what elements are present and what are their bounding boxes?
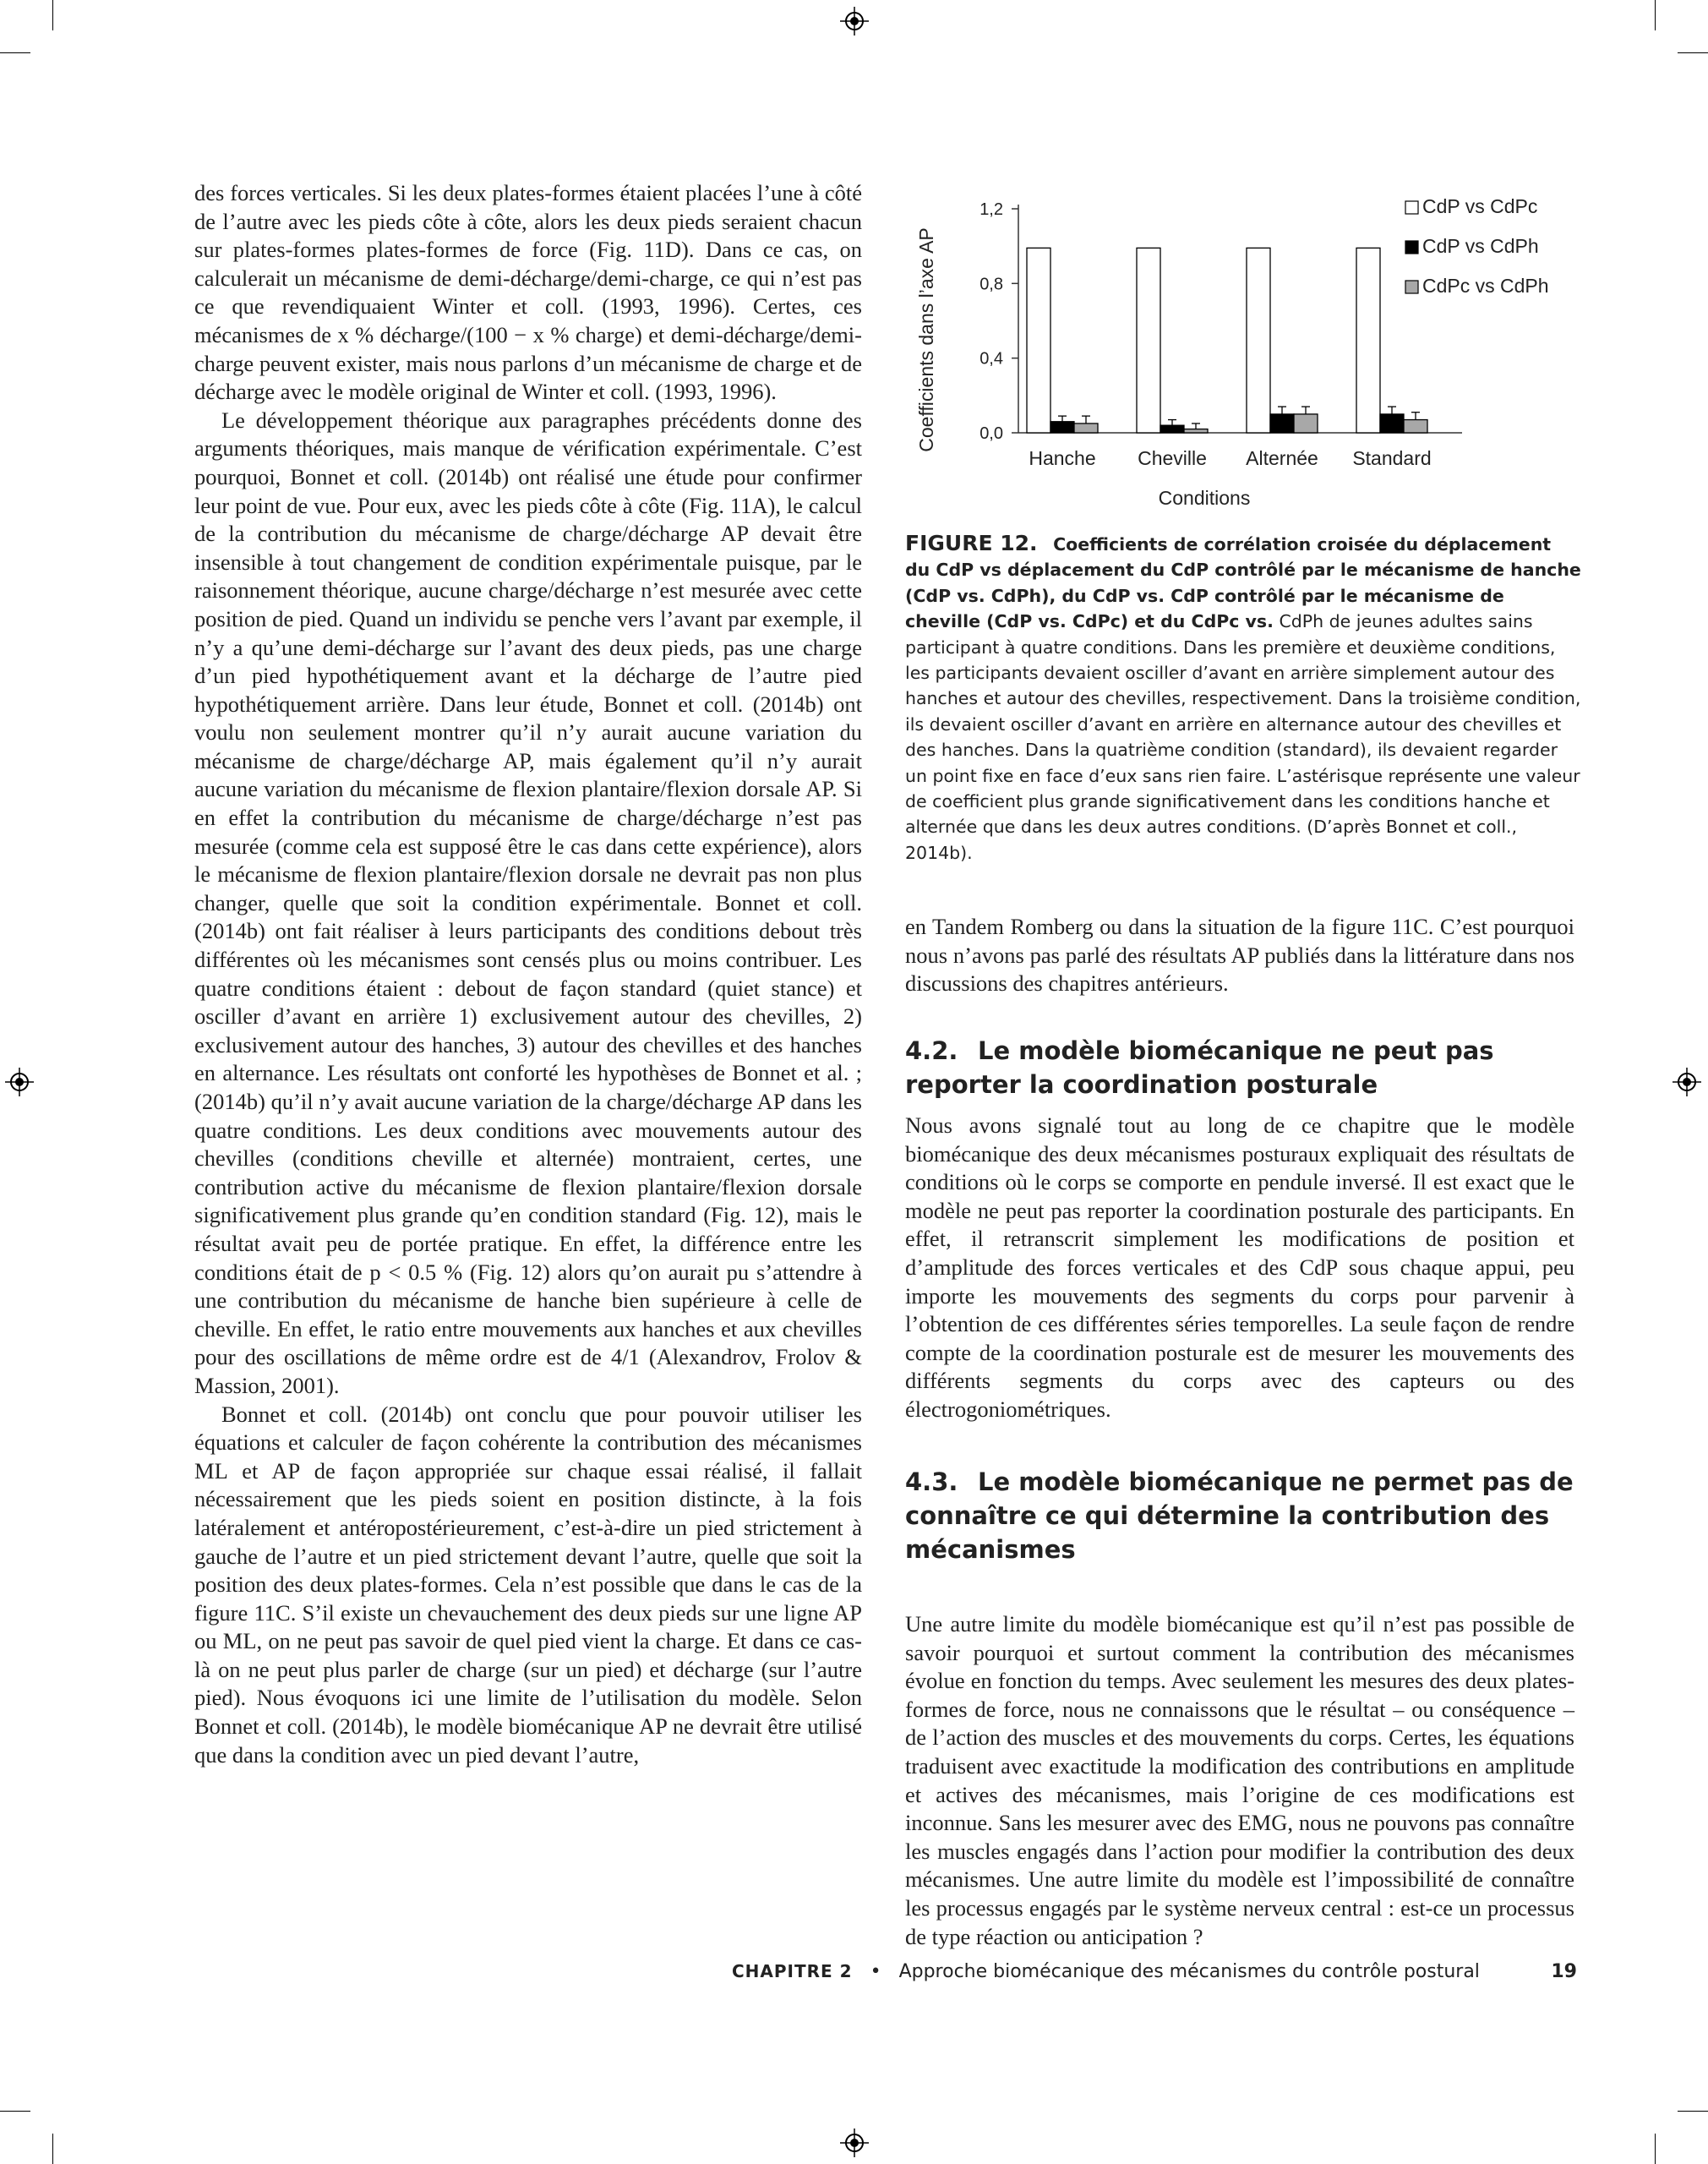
- footer-bullet: •: [870, 1961, 881, 1982]
- x-tick-label: Hanche: [1029, 447, 1096, 469]
- bar: [1380, 414, 1404, 433]
- paragraph: en Tandem Romberg ou dans la situation de la figure 11C. C’est pourquoi nous n’avons pas parlé des résultats AP publiés dans la littérature dans nos discussions des chapitres antérieurs.: [905, 914, 1574, 997]
- figure-label: FIGURE 12.: [905, 531, 1038, 555]
- section-number: 4.3.: [905, 1467, 958, 1496]
- chapter-label: CHAPITRE 2: [732, 1961, 853, 1981]
- x-tick-label: Cheville: [1138, 447, 1207, 469]
- crop-mark: [1678, 2111, 1708, 2112]
- y-tick-label: 0,8: [980, 275, 1003, 294]
- legend-swatch: [1405, 241, 1418, 254]
- section-4-3-body: [905, 1610, 1574, 1951]
- paragraph: Bonnet et coll. (2014b) ont conclu que pour pouvoir utiliser les équations et calculer de façon cohérente la contribution des mécanismes ML et AP de façon appropriée sur chaque essai réalisé, il fallait nécessairement que les pieds soient en position distincte, à la fois latéralement et antéropostérieurement, c’est-à-dire un pied strictement à gauche de l’autre et un pied strictement devant l’autre, quelle que soit la position des deux plates-formes. Cela n’est possible que dans le cas de la figure 11C. S’il existe un chevauchement des deux pieds sur une ligne AP ou ML, on ne peut pas savoir de quel pied vient la charge. Et dans ce cas-là on ne peut plus parler de charge (sur un pied) et décharge (sur l’autre pied). Nous évoquons ici une limite de l’utilisation du modèle. Selon Bonnet et coll. (2014b), le modèle biomécanique AP ne devrait être utilisé que dans la condition avec un pied devant l’autre,: [194, 1401, 862, 1768]
- registration-mark-icon: [840, 7, 869, 36]
- x-axis-title: Conditions: [1158, 487, 1251, 509]
- bar: [1294, 414, 1318, 433]
- x-tick-label: Alternée: [1246, 447, 1318, 469]
- figure-caption-body: CdPh de jeunes adultes sains participant à quatre conditions. Dans les première et deuxième conditions, les participants devaient osciller d’avant en arrière simplement autour des hanches et autour des chevilles, respectivement. Dans la troisième condition, ils devaient osciller d’avant en arrière en alternance autour des chevilles et des hanches. Dans la quatrième condition (standard), ils devaient regarder un point fixe en face d’eux sans rien faire. L’astérisque représente une valeur de coefficient plus grande significativement dans les conditions hanche et alternée que dans les deux autres conditions. (D’après Bonnet et coll., 2014b).: [905, 611, 1581, 863]
- registration-mark-icon: [840, 2128, 869, 2157]
- bar: [1050, 422, 1074, 433]
- section-heading-4-2: [905, 1034, 1598, 1101]
- section-title: Le modèle biomécanique ne peut pas reporter la coordination posturale: [905, 1036, 1494, 1099]
- y-tick-label: 1,2: [980, 200, 1003, 219]
- legend-label: CdP vs CdPh: [1422, 235, 1539, 257]
- bar: [1270, 414, 1294, 433]
- bar: [1074, 424, 1098, 433]
- paragraph: Le développement théorique aux paragraphes précédents donne des arguments théoriques, mais manque de vérification expérimentale. C’est pourquoi, Bonnet et coll. (2014b) ont réalisé une étude pour confirmer leur point de vue. Pour eux, avec les pieds côte à côte (Fig. 11A), le calcul de la contribution du mécanisme de charge/décharge AP devait être insensible à tout changement de condition expérimentale puisque, par le raisonnement théorique, aucune charge/décharge n’est mesurée avec cette position de pied. Quand un individu se penche vers l’avant par exemple, il n’y a qu’une demi-décharge sur l’avant des deux pieds, pas une charge d’un pied hypothétiquement avant et la décharge de l’autre pied hypothétiquement arrière. Dans leur étude, Bonnet et coll. (2014b) ont voulu non seulement montrer qu’il n’y aurait aucune variation du mécanisme de charge/décharge AP, mais également qu’il n’y aurait aucune variation du mécanisme de flexion plantaire/flexion dorsale AP. Si en effet la contribution du mécanisme de charge/décharge n’est pas mesurée (comme cela est supposé être le cas dans cette expérience), alors le mécanisme de flexion plantaire/flexion dorsale ne devrait pas non plus changer, quelle que soit la condition expérimentale. Bonnet et coll. (2014b) ont fait réaliser à leurs participants des conditions debout très différentes où les mécanismes sont censés plus ou moins contribuer. Les quatre conditions étaient : debout de façon standard (quiet stance) et osciller d’avant en arrière 1) exclusivement autour des chevilles, 2) exclusivement autour des hanches, 3) autour des chevilles et des hanches en alternance. Les résultats ont conforté les hypothèses de Bonnet et al. ; (2014b) qu’il n’y avait aucune variation de la charge/décharge AP dans les quatre conditions. Les deux conditions avec mouvements autour des chevilles (conditions cheville et alternée) montraient, certes, une contribution active du mécanisme de flexion plantaire/flexion dorsale significativement plus grande qu’en condition standard (Fig. 12), mais le résultat avait peu de portée pratique. En effet, la différence entre les conditions était de p < 0.5 % (Fig. 12) alors qu’on aurait pu s’attendre à une contribution du mécanisme de hanche bien supérieure à celle de cheville. En effet, le ratio entre mouvements aux hanches et aux chevilles pour des oscillations de même ordre est de 4/1 (Alexandrov, Frolov & Massion, 2001).: [194, 407, 862, 1398]
- crop-mark: [0, 2111, 30, 2112]
- crop-mark: [52, 2134, 53, 2164]
- legend-label: CdPc vs CdPh: [1422, 275, 1549, 297]
- legend-swatch: [1405, 201, 1418, 214]
- figure-12-chart: [913, 188, 1580, 526]
- section-4-2-body: [905, 1112, 1574, 1424]
- crop-mark: [0, 52, 30, 53]
- page-number: 19: [1551, 1961, 1577, 1982]
- section-number: 4.2.: [905, 1036, 958, 1065]
- section-title: Le modèle biomécanique ne permet pas de connaître ce qui détermine la contribution des mécanismes: [905, 1467, 1574, 1564]
- left-column: [194, 179, 862, 1769]
- bar: [1356, 248, 1380, 433]
- registration-mark-icon: [5, 1068, 34, 1096]
- paragraph: des forces verticales. Si les deux plates-formes étaient placées l’une à côté de l’autre avec les pieds côte à côte, alors les deux pieds seraient chacun sur plates-formes plates-formes de force (Fig. 11D). Dans ce cas, on calculerait un mécanisme de demi-décharge/demi-charge, ce qui n’est pas ce que revendiquaient Winter et coll. (1993, 1996). Certes, ces mécanismes de x % décharge/(100 − x % charge) et demi-décharge/demi-charge peuvent exister, mais nous parlons d’un mécanisme de charge et de décharge avec le modèle original de Winter et coll. (1993, 1996).: [194, 180, 862, 405]
- crop-mark: [52, 0, 53, 30]
- y-tick-label: 0,4: [980, 349, 1003, 369]
- paragraph: Une autre limite du modèle biomécanique est qu’il n’est pas possible de savoir pourquoi et surtout comment la contribution des mécanismes évolue en fonction du temps. Avec seulement les mesures des deux plates-formes de force, nous ne connaissons que le résultat – ou conséquence – de l’action des muscles et des mouvements du corps. Certes, les équations traduisent avec exactitude la modification des contributions en amplitude et actives des mécanismes, mais l’origine de ces modifications est inconnue. Sans les mesurer avec des EMG, nous ne pouvons pas connaître les muscles engagés dans l’action pour modifier la contribution des deux mécanismes. Une autre limite du modèle est l’impossibilité de connaître les processus engagés par le système nerveux central : est-ce un processus de type réaction ou anticipation ?: [905, 1611, 1574, 1949]
- bar: [1247, 248, 1270, 433]
- legend-label: CdP vs CdPc: [1422, 195, 1538, 217]
- crop-mark: [1655, 0, 1656, 30]
- right-column-continuation: [905, 913, 1574, 998]
- bar: [1137, 248, 1160, 433]
- running-footer: [732, 1961, 1577, 1982]
- chapter-title: Approche biomécanique des mécanismes du contrôle postural: [898, 1961, 1480, 1982]
- bar: [1404, 420, 1427, 433]
- bar: [1160, 425, 1184, 433]
- y-tick-label: 0,0: [980, 424, 1003, 443]
- registration-mark-icon: [1673, 1068, 1701, 1096]
- figure-caption: [905, 531, 1581, 866]
- legend-swatch: [1405, 281, 1418, 293]
- bar: [1027, 248, 1050, 433]
- y-axis-title: Coefficients dans l’axe AP: [915, 227, 937, 452]
- figure-title: Coefficients de corrélation croisée du déplacement du CdP vs déplacement du CdP contrôlé par le mécanisme de hanche (CdP vs. CdPh), du CdP vs. CdP contrôlé par le mécanisme de cheville (CdP vs. CdPc) et du CdPc vs.: [905, 534, 1581, 632]
- bar: [1184, 429, 1208, 433]
- crop-mark: [1678, 52, 1708, 53]
- crop-mark: [1655, 2134, 1656, 2164]
- paragraph: Nous avons signalé tout au long de ce chapitre que le modèle biomécanique des deux mécanismes posturaux expliquait des résultats de conditions où le corps se comporte en pendule inversé. Il est exact que le modèle ne peut pas reporter la coordination posturale des participants. En effet, il retranscrit simplement les modifications de position et d’amplitude des forces verticales et des CdP sous chaque appui, peu importe les mouvements des segments du corps pour parvenir à l’obtention de ces différentes séries temporelles. La seule façon de rendre compte de la coordination posturale est de mesurer les mouvements des différents segments du corps avec des capteurs ou des électrogoniométriques.: [905, 1112, 1574, 1422]
- x-tick-label: Standard: [1352, 447, 1432, 469]
- section-heading-4-3: [905, 1465, 1598, 1566]
